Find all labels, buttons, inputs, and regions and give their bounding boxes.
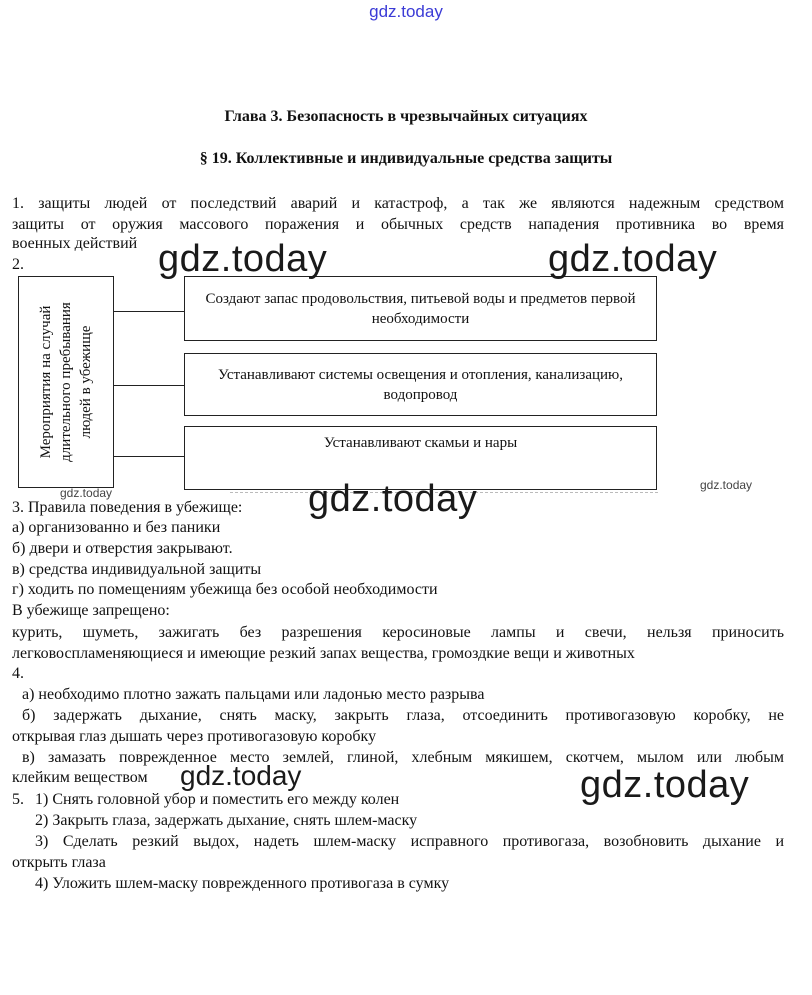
q5-step-4: 4) Уложить шлем-маску поврежденного противогаза в сумку xyxy=(35,875,450,892)
q1-line-1: 1. защиты людей от последствий аварий и катастроф, а так же являются надежным средством xyxy=(12,195,784,212)
diagram-box-3: Устанавливают скамьи и нары xyxy=(184,426,657,490)
q4-b-line-2: открывая глаз дышать через противогазовую коробку xyxy=(12,728,377,745)
watermark-1: gdz.today xyxy=(158,238,328,280)
q5-step-3-line-1: 3) Сделать резкий выдох, надеть шлем-маску исправного противогаза, возобновить дыхание и xyxy=(35,833,784,850)
q4-a: а) необходимо плотно зажать пальцами или ладонью место разрыва xyxy=(22,686,485,703)
q5-step-1: 1) Снять головной убор и поместить его между колен xyxy=(35,791,400,808)
diagram-connector-3 xyxy=(114,456,184,457)
q3-forbidden-line-2: легковоспламеняющиеся и имеющие резкий запах вещества, громоздкие вещи и животных xyxy=(12,645,635,662)
q5-step-2: 2) Закрыть глаза, задержать дыхание, снять шлем-маску xyxy=(35,812,418,829)
q4-c-line-2: клейким веществом xyxy=(12,769,148,786)
q5-step-3-line-2: открыть глаза xyxy=(12,854,106,871)
watermark-3: gdz.today xyxy=(60,486,113,500)
watermark-2: gdz.today xyxy=(548,238,718,280)
q3-item-c: в) средства индивидуальной защиты xyxy=(12,561,262,578)
q2-number: 2. xyxy=(12,256,24,273)
q3-item-a: а) организованно и без паники xyxy=(12,519,221,536)
q1-line-3: военных действий xyxy=(12,235,138,252)
diagram-left-box xyxy=(18,276,114,488)
diagram-connector-2 xyxy=(114,385,184,386)
q5-number: 5. xyxy=(12,791,24,808)
q3-item-d: г) ходить по помещениям убежища без особой необходимости xyxy=(12,581,438,598)
q4-b-line-1: б) задержать дыхание, снять маску, закрыть глаза, отсоединить противогазовую коробку, не xyxy=(22,707,784,724)
q1-line-2: защиты от оружия массового поражения и обычных средств нападения противника во время xyxy=(12,216,784,233)
watermark-7: gdz.today xyxy=(580,764,750,806)
chapter-title: Глава 3. Безопасность в чрезвычайных ситуациях xyxy=(224,108,588,125)
section-title: § 19. Коллективные и индивидуальные средства защиты xyxy=(199,150,613,167)
watermark-top: gdz.today xyxy=(369,2,443,21)
q3-heading: 3. Правила поведения в убежище: xyxy=(12,499,243,516)
diagram-connector-1 xyxy=(114,311,184,312)
watermark-5: gdz.today xyxy=(700,478,753,492)
diagram-box-1: Создают запас продовольствия, питьевой воды и предметов первой необходимости xyxy=(184,276,657,341)
diagram-left-label: Мероприятия на случай длительного пребывания людей в убежище xyxy=(38,302,94,462)
q3-item-b: б) двери и отверстия закрывают. xyxy=(12,540,233,557)
q4-c-line-1: в) замазать поврежденное место землей, глиной, хлебным мякишем, скотчем, мылом или любым xyxy=(22,749,784,766)
q4-number: 4. xyxy=(12,665,24,682)
diagram-box-2: Устанавливают системы освещения и отопления, канализацию, водопровод xyxy=(184,353,657,416)
q3-forbidden-heading: В убежище запрещено: xyxy=(12,602,170,619)
watermark-6: gdz.today xyxy=(180,760,302,791)
q3-forbidden-line-1: курить, шуметь, зажигать без разрешения керосиновые лампы и свечи, нельзя приносить xyxy=(12,624,784,641)
watermark-4: gdz.today xyxy=(308,478,478,520)
